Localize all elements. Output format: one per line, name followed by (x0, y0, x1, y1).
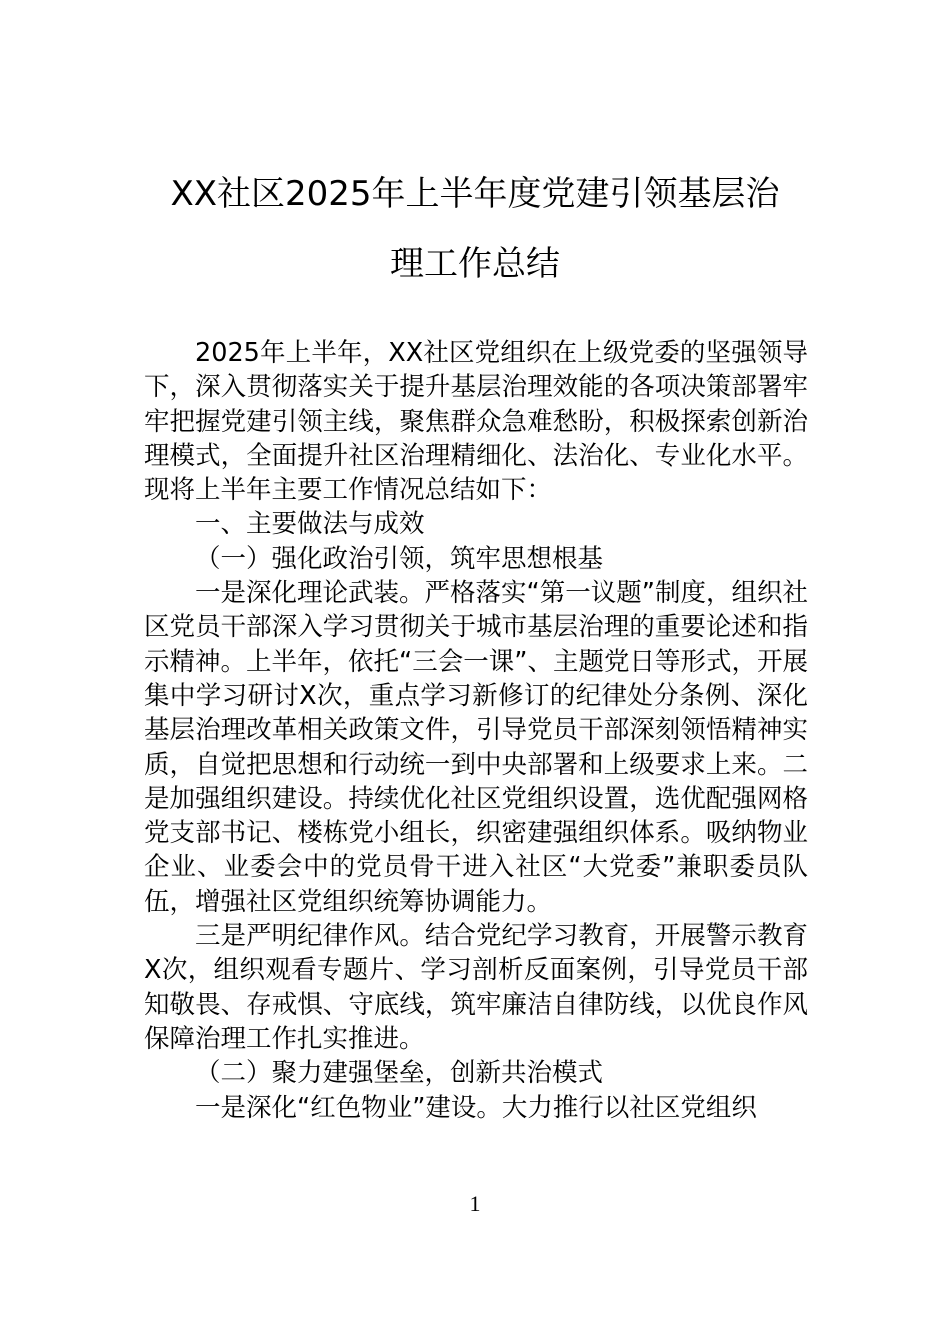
subsection-heading-1: （一）强化政治引领，筑牢思想根基 (195, 543, 604, 574)
paragraph-discipline: 三是严明纪律作风。结合党纪学习教育，开展警示教育X次，组织观看专题片、学习剖析反面案例，引导党员干部知敬畏、存戒惧、守底线，筑牢廉洁自律防线，以优良作风保障治理工作扎实推进。 (144, 921, 808, 1054)
document-body (144, 336, 808, 1125)
section-heading-1: 一、主要做法与成效 (195, 509, 425, 540)
subsection-heading-2: （二）聚力建强堡垒，创新共治模式 (195, 1058, 604, 1089)
paragraph-theory: 一是深化理论武装。严格落实“第一议题”制度，组织社区党员干部深入学习贯彻关于城市基层治理的重要论述和指示精神。上半年，依托“三会一课”、主题党日等形式，开展集中学习研讨X次，重点学习新修订的纪律处分条例、深化基层治理改革相关政策文件，引导党员干部深刻领悟精神实质，自觉把思想和行动统一到中央部署和上级要求上来。二是加强组织建设。持续优化社区党组织设置，选优配强网格党支部书记、楼栋党小组长，织密建强组织体系。吸纳物业企业、业委会中的党员骨干进入社区“大党委”兼职委员队伍，增强社区党组织统筹协调能力。 (144, 578, 808, 917)
page-number: 1 (469, 1191, 481, 1216)
paragraph-red-property: 一是深化“红色物业”建设。大力推行以社区党组织 (195, 1092, 757, 1123)
document-title-line-1: XX社区2025年上半年度党建引领基层治 (170, 174, 780, 214)
paragraph-intro: 2025年上半年，XX社区党组织在上级党委的坚强领导下，深入贯彻落实关于提升基层治理效能的各项决策部署牢牢把握党建引领主线，聚焦群众急难愁盼，积极探索创新治理模式，全面提升社区治理精细化、法治化、专业化水平。现将上半年主要工作情况总结如下： (144, 338, 808, 506)
document-title-line-2: 理工作总结 (390, 244, 560, 284)
